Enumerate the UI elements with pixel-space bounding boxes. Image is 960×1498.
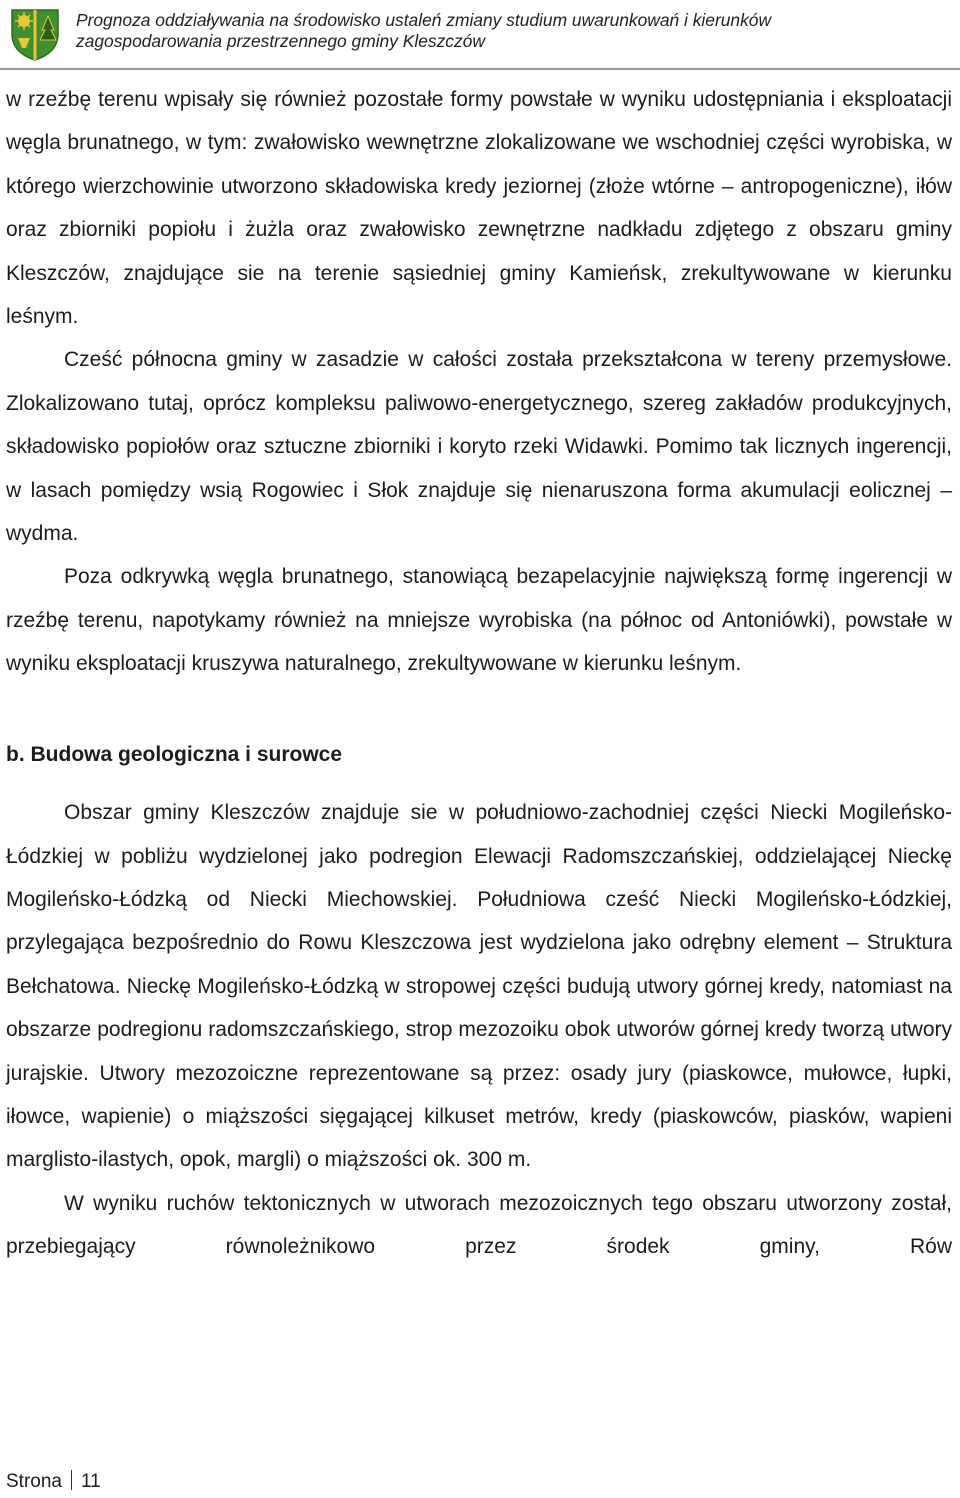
document-title-line-2: zagospodarowania przestrzennego gminy Kleszczów <box>76 31 485 51</box>
paragraph-geology: Obszar gminy Kleszczów znajduje sie w południowo-zachodniej części Niecki Mogileńsko-Łódzkiej w pobliżu wydzielonej jako podregion Elewacji Radomszczańskiej, oddzielającej Nieckę Mogileńsko-Łódzką od Niecki Miechowskiej. Południowa cześć Niecki Mogileńsko-Łódzkiej, przylegająca bezpośrednio do Rowu Kleszczowa jest wydzielona jako odrębny element – Struktura Bełchatowa. Nieckę Mogileńsko-Łódzką w stropowej części budują utwory górnej kredy, natomiast na obszarze podregionu radomszczańskiego, strop mezozoiku obok utworów górnej kredy tworzą utwory jurajskie. Utwory mezozoiczne reprezentowane są przez: osady jury (piaskowce, mułowce, łupki, iłowce, wapienie) o miąższości sięgającej kilkuset metrów, kredy (piaskowców, piasków, wapieni marglisto-ilastych, opok, margli) o miąższości ok. 300 m. <box>6 801 952 1172</box>
page-header <box>0 0 960 64</box>
document-title-line-1: Prognoza oddziaływania na środowisko ustaleń zmiany studium uwarunkowań i kierunków <box>76 10 772 30</box>
page-footer <box>6 1470 101 1494</box>
paragraph-industrial-north: Cześć północna gminy w zasadzie w całości została przekształcona w tereny przemysłowe. Zlokalizowano tutaj, oprócz kompleksu paliwowo-energetycznego, szereg zakładów produkcyjnych, składowisko popiołów oraz sztuczne zbiorniki i koryto rzeki Widawki. Pomimo tak licznych ingerencji, w lasach pomiędzy wsią Rogowiec i Słok znajduje się nienaruszona forma akumulacji eolicznej – wydma. <box>6 348 952 546</box>
footer-label: Strona <box>6 1471 62 1492</box>
page-body <box>6 78 952 1269</box>
header-divider <box>0 68 960 70</box>
paragraph-excavations: Poza odkrywką węgla brunatnego, stanowiącą bezapelacyjnie największą formę ingerencji w rzeźbę terenu, napotykamy również na mniejsze wyrobiska (na północ od Antoniówki), powstałe w wyniku eksploatacji kruszywa naturalnego, zrekultywowane w kierunku leśnym. <box>6 565 952 676</box>
coat-of-arms-logo <box>6 4 64 62</box>
paragraph-tectonics: W wyniku ruchów tektonicznych w utworach mezozoicznych tego obszaru utworzony został, przebiegający równoleżnikowo przez środek gminy, Rów <box>6 1191 952 1259</box>
footer-separator <box>71 1470 72 1490</box>
page-number: 11 <box>80 1471 101 1492</box>
section-heading: b. Budowa geologiczna i surowce <box>6 742 343 766</box>
paragraph-landforms: w rzeźbę terenu wpisały się również pozostałe formy powstałe w wyniku udostępniania i eksploatacji węgla brunatnego, w tym: zwałowisko wewnętrzne zlokalizowane we wschodniej części wyrobiska, w którego wierzchowinie utworzono składowiska kredy jeziornej (złoże wtórne – antropogeniczne), iłów oraz zbiorniki popiołu i żużla oraz zwałowisko zewnętrzne nadkładu zdjętego z obszaru gminy Kleszczów, znajdujące sie na terenie sąsiedniej gminy Kamieńsk, zrekultywowane w kierunku leśnym. <box>6 88 952 329</box>
document-title <box>76 10 956 52</box>
